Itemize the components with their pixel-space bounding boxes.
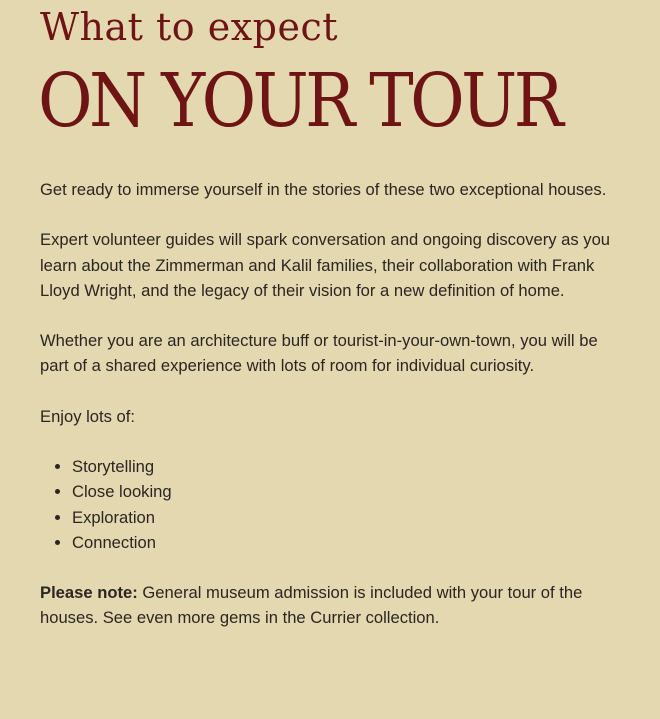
admission-note <box>40 580 620 630</box>
heading-what-to-expect: What to expect <box>40 5 339 49</box>
note-label: Please note: <box>40 583 138 603</box>
guides-paragraph: Expert volunteer guides will spark conversation and ongoing discovery as you learn about the Zimmerman and Kalil families, their collaboration with Frank Lloyd Wright, and the legacy of their vision for a new definition of home. <box>40 230 611 300</box>
audience-paragraph: Whether you are an architecture buff or tourist-in-your-own-town, you will be part of a shared experience with lots of room for individual curiosity. <box>40 331 598 376</box>
list-item-connection: • Connection <box>72 530 620 555</box>
list-item-close-looking: • Close looking <box>72 479 620 504</box>
experience-list <box>40 454 620 555</box>
intro-paragraph: Get ready to immerse yourself in the stories of these two exceptional houses. <box>40 180 607 199</box>
tour-description <box>40 177 620 656</box>
heading-on-your-tour: ON YOUR TOUR <box>38 58 561 144</box>
list-item-exploration: • Exploration <box>72 505 620 530</box>
enjoy-lead-in: Enjoy lots of: <box>40 406 136 426</box>
list-item-storytelling: • Storytelling <box>72 454 620 479</box>
note-text: General museum admission is included with your tour of the houses. See even more gems in the Currier collection. <box>40 583 583 628</box>
